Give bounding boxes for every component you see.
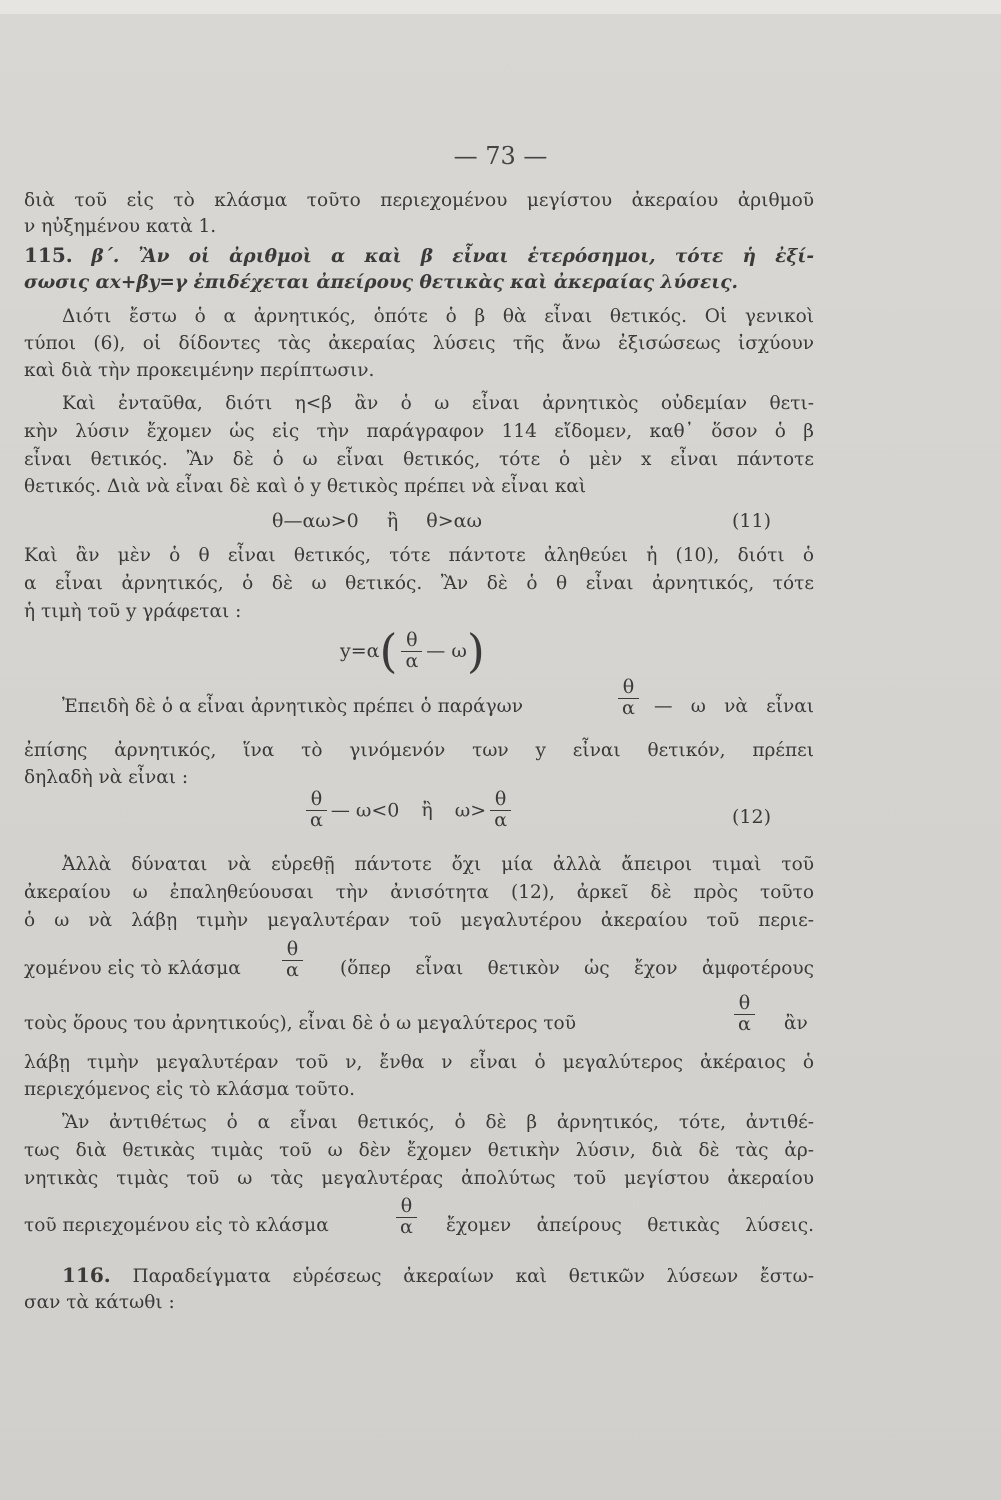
text-line: Καὶ ἂν μὲν ὁ θ εἶναι θετικός, τότε πάντοτε ἀληθεύει ἡ (10), διότι ὁ [24, 545, 814, 566]
text-line: ἡ τιμὴ τοῦ y γράφεται : [24, 601, 242, 622]
math-expr: — ω<0 [330, 799, 400, 822]
section-number: 115. [24, 243, 73, 267]
fraction-inline [392, 1197, 421, 1238]
section-heading [62, 1262, 814, 1291]
equation-11 [272, 510, 482, 532]
fraction [734, 994, 755, 1035]
text-line: τοῦ περιεχομένου εἰς τὸ κλάσμα [24, 1215, 329, 1236]
equation-label: (12) [732, 806, 772, 828]
fraction-denominator: α [310, 808, 323, 831]
fraction-inline [614, 678, 643, 719]
fraction [306, 790, 327, 831]
fraction-numerator: θ [734, 994, 755, 1015]
section-number: 116. [62, 1263, 111, 1287]
text-line: νητικὰς τιμὰς τοῦ ω τὰς μεγαλυτέρας ἀπολύτως τοῦ μεγίστου ἀκεραίου [24, 1168, 814, 1189]
fraction-numerator: θ [618, 678, 639, 699]
text-line: ὁ ω νὰ λάβῃ τιμὴν μεγαλυτέραν τοῦ μεγαλυτέρου ἀκεραίου τοῦ περιε- [24, 910, 814, 931]
math-or: ἢ [386, 510, 399, 532]
fraction-denominator: α [494, 808, 508, 831]
fraction-inline [278, 940, 307, 981]
text-line: Παραδείγματα εὑρέσεως ἀκεραίων καὶ θετικῶν λύσεων ἔστω- [132, 1266, 814, 1287]
text-line: Ἐπειδὴ δὲ ὁ α εἶναι ἀρνητικὸς πρέπει ὁ παράγων [62, 696, 523, 717]
fraction-numerator: θ [282, 940, 303, 961]
fraction-numerator: θ [401, 631, 422, 652]
fraction-numerator: θ [306, 790, 327, 811]
fraction-numerator: θ [490, 790, 511, 811]
theorem-text: σωσις αx+βy=γ ἐπιδέχεται ἀπείρους θετικὰς καὶ ἀκεραίας λύσεις. [24, 272, 738, 293]
text-line: Καὶ ἐνταῦθα, διότι η<β ἂν ὁ ω εἶναι ἀρνητικὸς οὐδεμίαν θετι- [62, 393, 814, 414]
text-line: Ἂν ἀντιθέτως ὁ α εἶναι θετικός, ὁ δὲ β ἀρνητικός, τότε, ἀντιθέ- [62, 1112, 814, 1133]
math-expr: θ>αω [426, 510, 482, 532]
fraction [396, 1197, 417, 1238]
fraction [490, 790, 511, 831]
fraction [282, 940, 303, 981]
text-line: εἶναι θετικός. Ἂν δὲ ὁ ω εἶναι θετικός, τότε ὁ μὲν x εἶναι πάντοτε [24, 449, 814, 470]
text-line: — ω νὰ εἶναι [654, 696, 814, 717]
text-line: ἔχομεν ἀπείρους θετικὰς λύσεις. [446, 1215, 814, 1236]
fraction-numerator: θ [396, 1197, 417, 1218]
fraction [618, 678, 639, 719]
text-line: ἂν [784, 1013, 808, 1034]
math-expr: y=α [340, 640, 380, 662]
text-line: λάβῃ τιμὴν μεγαλυτέραν τοῦ ν, ἔνθα ν εἶναι ὁ μεγαλύτερος ἀκέραιος ὁ [24, 1052, 814, 1073]
text-line: καὶ διὰ τὴν προκειμένην περίπτωσιν. [24, 360, 375, 381]
text-line: Ἀλλὰ δύναται νὰ εὑρεθῇ πάντοτε ὄχι μία ἀλλὰ ἄπειροι τιμαὶ τοῦ [62, 854, 814, 875]
text-line: διὰ τοῦ εἰς τὸ κλάσμα τοῦτο περιεχομένου μεγίστου ἀκεραίου ἀριθμοῦ [24, 190, 814, 211]
text-line: τύποι (6), οἱ δίδοντες τὰς ἀκεραίας λύσεις τῆς ἄνω ἐξισώσεως ἰσχύουν [24, 333, 814, 354]
fraction-denominator: α [286, 958, 299, 981]
fraction-denominator: α [400, 1215, 413, 1238]
math-expr: — ω [426, 640, 467, 662]
text-line: ἀκεραίου ω ἐπαληθεύουσαι τὴν ἀνισότητα (12), ἀρκεῖ δὲ πρὸς τοῦτο [24, 882, 814, 903]
fraction [401, 628, 422, 672]
math-expr: θ—αω>0 [272, 510, 359, 532]
text-line: κὴν λύσιν ἔχομεν ὡς εἰς τὴν παράγραφον 114 εἴδομεν, καθ᾽ ὅσον ὁ β [24, 421, 814, 442]
fraction-inline [730, 994, 759, 1035]
page-number: — 73 — [453, 142, 548, 170]
text-line: α εἶναι ἀρνητικός, ὁ δὲ ω θετικός. Ἂν δὲ ὁ θ εἶναι ἀρνητικός, τότε [24, 573, 814, 594]
math-paren: ( [379, 624, 398, 678]
page-edge [0, 0, 1001, 14]
text-line: θετικός. Διὰ νὰ εἶναι δὲ καὶ ὁ y θετικὸς πρέπει νὰ εἶναι καὶ [24, 476, 587, 497]
equation-label: (11) [732, 510, 772, 532]
math-or: ἢ [421, 799, 433, 822]
text-line: ν ηὐξημένου κατὰ 1. [24, 216, 217, 237]
text-line: Διότι ἔστω ὁ α ἀρνητικός, ὁπότε ὁ β θὰ εἶναι θετικός. Οἱ γενικοὶ [62, 306, 814, 327]
text-line: τως διὰ θετικὰς τιμὰς τοῦ ω δὲν ἔχομεν θετικὴν λύσιν, διὰ δὲ τὰς ἀρ- [24, 1140, 814, 1161]
text-line: δηλαδὴ νὰ εἶναι : [24, 767, 189, 788]
text-line: χομένου εἰς τὸ κλάσμα [24, 958, 241, 979]
text-line: τοὺς ὅρους του ἀρνητικούς), εἶναι δὲ ὁ ω μεγαλύτερος τοῦ [24, 1013, 576, 1034]
text-line: ἐπίσης ἀρνητικός, ἵνα τὸ γινόμενόν των y εἶναι θετικόν, πρέπει [24, 740, 814, 761]
section-heading [24, 242, 814, 271]
theorem-text: β΄. Ἂν οἱ ἀριθμοὶ α καὶ β εἶναι ἑτερόσημοι, τότε ἡ ἐξί- [91, 246, 814, 267]
fraction-denominator: α [405, 649, 419, 672]
equation-y [340, 624, 485, 678]
text-line: (ὅπερ εἶναι θετικὸν ὡς ἔχον ἀμφοτέρους [340, 958, 814, 979]
fraction-denominator: α [622, 696, 635, 719]
math-expr: ω> [454, 799, 487, 822]
text-line: περιεχόμενος εἰς τὸ κλάσμα τοῦτο. [24, 1079, 356, 1100]
text-line: σαν τὰ κάτωθι : [24, 1292, 175, 1313]
math-paren: ) [466, 624, 485, 678]
equation-12 [302, 790, 515, 831]
fraction-denominator: α [738, 1012, 751, 1035]
